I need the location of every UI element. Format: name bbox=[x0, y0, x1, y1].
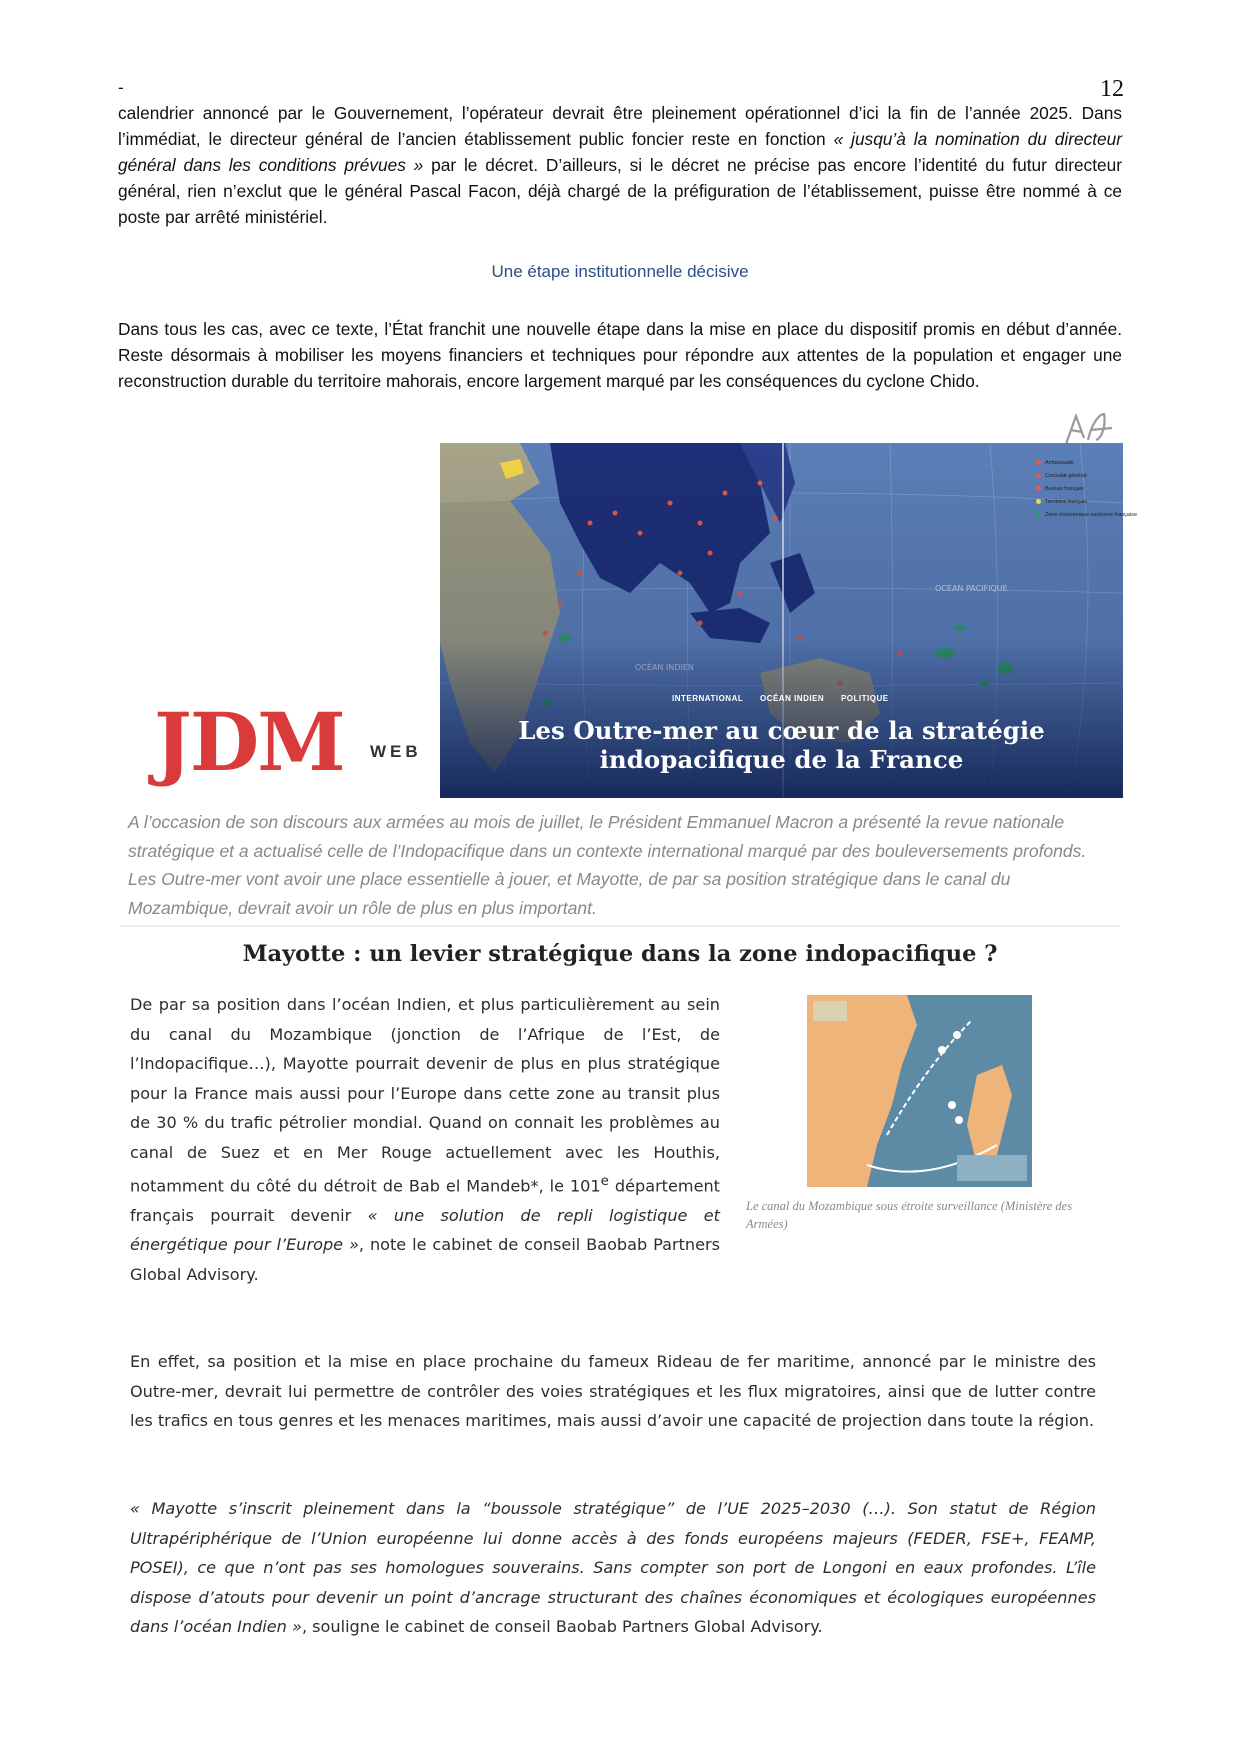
handwritten-signature-icon bbox=[1062, 408, 1114, 448]
intro-paragraph: A l’occasion de son discours aux armées au mois de juillet, le Président Emmanuel Macron a présenté la revue nationale stratégique et a actualisé celle de l’Indopacifique dans un contexte international marqué par des bouleversements profonds. Les Outre-mer vont avoir une place essentielle à jouer, et Mayotte, de par sa position stratégique dans le canal du Mozambique, devrait avoir un rôle de plus en plus important. bbox=[128, 812, 1087, 918]
second-paragraph: Dans tous les cas, avec ce texte, l’État franchit une nouvelle étape dans la mise en place du dispositif promis en début d’année. Reste désormais à mobiliser les moyens financiers et techniques pour répondre aux attentes de la population et engager une reconstruction durable du territoire mahorais, encore largement marqué par les conséquences du cyclone Chido. bbox=[118, 319, 1122, 391]
map-legend bbox=[1036, 457, 1138, 522]
banner-title-line2: indopacifique de la France bbox=[599, 745, 964, 774]
top-quote: « jusqu’à la nomination du directeur général dans les conditions prévues » bbox=[118, 129, 1122, 175]
article-paragraph-2: En effet, sa position et la mise en place prochaine du fameux Rideau de fer maritime, annoncé par le ministre des Outre-mer, devrait lui permettre de contrôler des voies stratégiques et les flux migratoires, ainsi que de lutter contre les trafics en tous genres et les menaces maritimes, mais aussi d’avoir une capacité de projection dans toute la région. bbox=[130, 1352, 1096, 1430]
divider bbox=[120, 925, 1120, 927]
legend-item: Zone économique exclusive française bbox=[1045, 512, 1138, 518]
page-number: 12 bbox=[1100, 76, 1124, 102]
legend-item: Territoire français bbox=[1045, 499, 1088, 505]
p1-end: , note le cabinet de conseil Baobab Partners Global Advisory. bbox=[130, 1235, 721, 1284]
banner-title[interactable] bbox=[440, 716, 1123, 774]
top-paragraph bbox=[118, 100, 1122, 230]
banner-title-line1: Les Outre-mer au cœur de la stratégie bbox=[518, 716, 1045, 745]
indopacific-banner[interactable] bbox=[440, 443, 1138, 798]
mozambique-channel-map[interactable] bbox=[807, 995, 1032, 1187]
legend-item: Consulat général bbox=[1045, 473, 1087, 479]
top-paragraph-end: par le décret. D’ailleurs, si le décret ne précise pas encore l’identité du futur directeur général, rien n’exclut que le général Pascal Facon, déjà chargé de la préfiguration de l’établissement, puisse être nommé à ce poste par arrêté ministériel. bbox=[118, 155, 1122, 227]
p1-sup: e bbox=[600, 1174, 609, 1189]
mozambique-map-image bbox=[807, 995, 1032, 1187]
map-caption: Le canal du Mozambique sous étroite surveillance (Ministère des Armées) bbox=[746, 1199, 1073, 1231]
article-paragraph-3 bbox=[130, 1494, 1096, 1642]
section-heading: Une étape institutionnelle décisive bbox=[491, 262, 749, 281]
p3-quote: « Mayotte s’inscrit pleinement dans la “boussole stratégique” de l’UE 2025–2030 (…). Son statut de Région Ultrapériphérique de l’Union européenne lui donne accès à des fonds européens majeurs (FEDER, FSE+, FEAMP, POSEI), ce que n’ont pas ses homologues souverains. Sans compter son port de Longoni en eaux profondes. L’île dispose d’atouts pour devenir un point d’ancrage structurant des chaînes économiques et écologiques européennes dans l’océan Indien » bbox=[130, 1499, 1096, 1636]
tag-politique[interactable]: POLITIQUE bbox=[840, 694, 889, 703]
jdm-web-label: WEB bbox=[370, 742, 422, 761]
tag-international[interactable]: INTERNATIONAL bbox=[672, 694, 744, 703]
p3-end: , souligne le cabinet de conseil Baobab Partners Global Advisory. bbox=[301, 1617, 823, 1636]
page-dash: - bbox=[118, 78, 124, 97]
top-paragraph-text: calendrier annoncé par le Gouvernement, l’opérateur devrait être pleinement opérationnel d’ici la fin de l’année 2025. Dans l’immédiat, le directeur général de l’ancien établissement public foncier reste en fonction bbox=[118, 103, 1122, 149]
p1-quote: « une solution de repli logistique et énergétique pour l’Europe » bbox=[130, 1205, 720, 1255]
banner-tags bbox=[672, 694, 903, 703]
jdm-logo[interactable]: JDM bbox=[154, 695, 344, 789]
article-title: Mayotte : un levier stratégique dans la zone indopacifique ? bbox=[242, 941, 998, 967]
tag-ocean-indien[interactable]: OCÉAN INDIEN bbox=[759, 694, 825, 703]
legend-item: Ambassade bbox=[1045, 460, 1075, 466]
article-paragraph-1 bbox=[130, 990, 720, 1289]
p1-text: De par sa position dans l’océan Indien, et plus particulièrement au sein du canal du Mozambique (jonction de l’Afrique de l’Est, de l’Indopacifique…), Mayotte pourrait devenir de plus en plus stratégique pour la France mais aussi pour l’Europe dans cette zone au transit plus de 30 % du trafic pétrolier mondial. Quand on connait les problèmes au canal de Suez et en Mer Rouge actuellement avec les Houthis, notamment du côté du détroit de Bab el Mandeb*, le 101 bbox=[130, 995, 720, 1196]
p1-mid: département français pourrait devenir bbox=[130, 1176, 720, 1225]
legend-item: Bureau français bbox=[1045, 486, 1084, 492]
